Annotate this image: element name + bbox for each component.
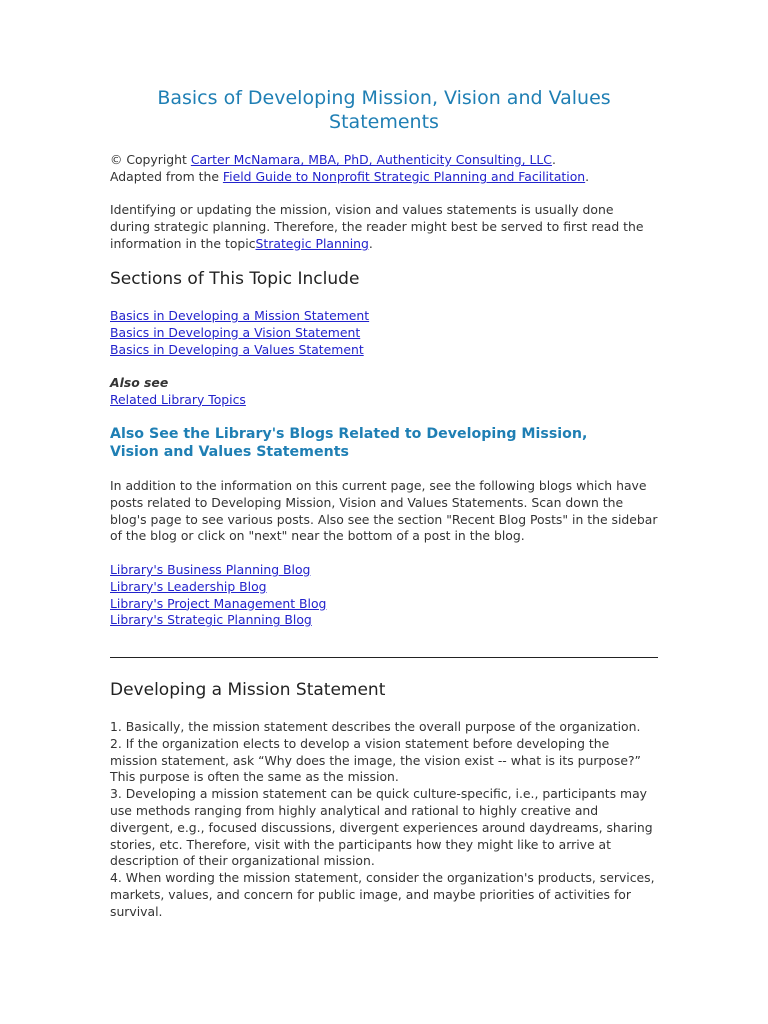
mission-point-4: 4. When wording the mission statement, consider the organization's products, services, markets, values, and concern for public image, and maybe priorities of activities for survival. [110, 870, 655, 919]
author-link[interactable]: Carter McNamara, MBA, PhD, Authenticity Consulting, LLC [190, 152, 552, 167]
blogs-intro: In addition to the information on this current page, see the following blogs which have posts related to Developing Mission, Vision and Values Statements. Scan down the blog's page to see various posts. Also see the section "Recent Blog Posts" in the sidebar of the blog or click on "next" near the bottom of a post in the blog. [110, 478, 658, 544]
list-item [110, 325, 670, 342]
mission-heading: Developing a Mission Statement [110, 680, 386, 700]
sections-heading: Sections of This Topic Include [110, 269, 360, 289]
blog-link-business-planning[interactable]: Library's Business Planning Blog [110, 562, 311, 577]
section-link-vision[interactable]: Basics in Developing a Vision Statement [110, 324, 361, 340]
blogs-heading: Also See the Library's Blogs Related to Developing Mission, Vision and Values Statements [110, 426, 588, 460]
list-item [110, 579, 670, 596]
list-item [110, 308, 670, 325]
blogs-list [110, 562, 670, 629]
intro-text: Identifying or updating the mission, vision and values statements is usually done during strategic planning. Therefore, the reader might best be served to first read the information in the topic [110, 202, 644, 251]
section-link-mission[interactable]: Basics in Developing a Mission Statement [110, 308, 370, 323]
adapted-prefix: Adapted from the [110, 168, 223, 184]
intro-paragraph [110, 202, 650, 252]
intro-suffix: . [368, 235, 373, 251]
blog-link-project-management[interactable]: Library's Project Management Blog [110, 595, 327, 611]
mission-point-1: 1. Basically, the mission statement describes the overall purpose of the organization. [110, 719, 641, 734]
sections-list [110, 308, 670, 358]
strategic-planning-link[interactable]: Strategic Planning [255, 235, 369, 251]
list-item [110, 612, 670, 629]
adapted-suffix: . [585, 168, 590, 184]
mission-point-3: 3. Developing a mission statement can be quick culture-specific, i.e., participants may use methods ranging from highly analytical and rational to highly creative and divergent, e.g., focused discussions, divergent experiences around daydreams, sharing stories, etc. Therefore, visit with the participants how they might like to arrive at description of their organizational mission. [110, 786, 653, 869]
copyright-prefix: © Copyright [110, 152, 191, 167]
related-topics-link[interactable]: Related Library Topics [110, 391, 246, 407]
attribution [110, 152, 670, 186]
list-item [110, 562, 670, 579]
page-title: Basics of Developing Mission, Vision and Values Statements [157, 87, 611, 133]
blog-link-strategic-planning[interactable]: Library's Strategic Planning Blog [110, 612, 312, 628]
section-link-values[interactable]: Basics in Developing a Values Statement [110, 341, 364, 357]
also-see-block [110, 375, 510, 409]
mission-points [110, 719, 658, 921]
list-item [110, 342, 670, 359]
copyright-suffix: . [551, 152, 556, 167]
mission-point-2: 2. If the organization elects to develop a vision statement before developing the mission statement, ask “Why does the image, the vision exist -- what is its purpose?” This purpose is often the same as the mission. [110, 735, 641, 785]
also-see-label: Also see [110, 375, 169, 390]
list-item [110, 596, 670, 613]
section-divider [110, 657, 658, 658]
blog-link-leadership[interactable]: Library's Leadership Blog [110, 578, 267, 594]
field-guide-link[interactable]: Field Guide to Nonprofit Strategic Planning and Facilitation [222, 168, 586, 184]
